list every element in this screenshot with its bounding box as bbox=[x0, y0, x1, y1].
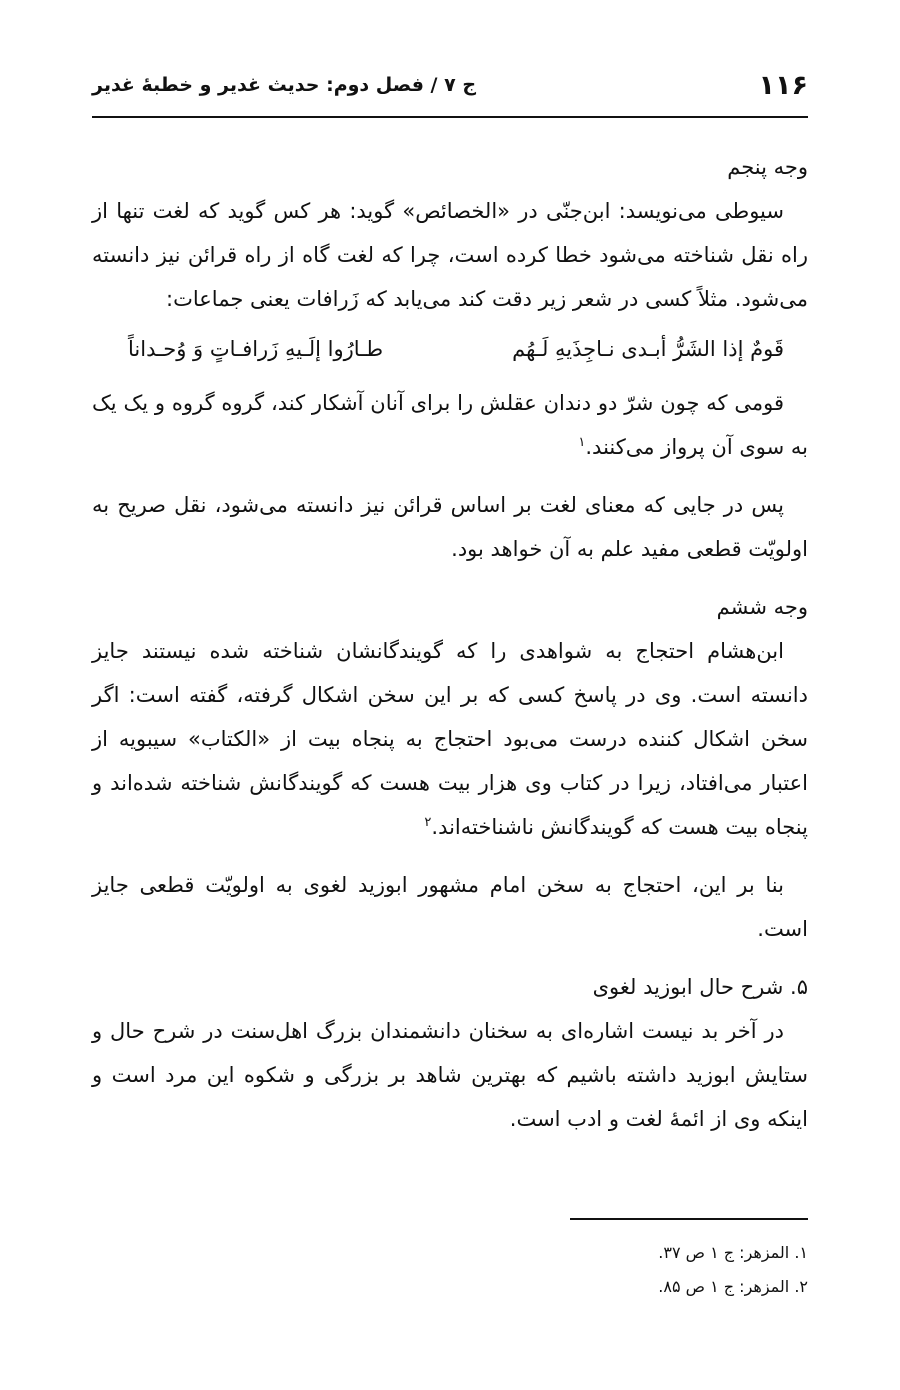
page-header bbox=[92, 70, 808, 114]
paragraph-translation bbox=[92, 381, 808, 469]
paragraph: سیوطی می‌نویسد: ابن‌جنّی در «الخصائص» گوید: هر کس گوید که لغت تنها از راه نقل شناخته می‌شود خطا کرده است، چرا که لغت گاه از راه قرائن نیز دانسته می‌شود. مثلاً کسی در شعر زیر دقت کند می‌یابد که زَرافات یعنی جماعات: bbox=[92, 199, 808, 311]
footnote-ref-1: ۱ bbox=[578, 435, 586, 450]
footnote-2: ۲. المزهر: ج ۱ ص ۸۵. bbox=[658, 1277, 808, 1296]
footnote-divider bbox=[570, 1218, 808, 1220]
poem-verse bbox=[92, 327, 808, 371]
header-divider bbox=[92, 116, 808, 118]
footnote-ref-2: ۲ bbox=[424, 815, 432, 830]
section-heading-abuzayd: ۵. شرح حال ابوزید لغوی bbox=[592, 975, 808, 999]
verse-first-hemistich: قَومٌ إذا الشَرُّ أبـدی نـاجِذَیهِ لَـهُم bbox=[512, 337, 784, 361]
section-heading-fifth: وجه پنجم bbox=[727, 155, 808, 179]
paragraph: پس در جایی که معنای لغت بر اساس قرائن نیز دانسته می‌شود، نقل صریح به اولویّت قطعی مفید علم به آن خواهد بود. bbox=[92, 493, 808, 561]
paragraph-text: ابن‌هشام احتجاج به شواهدی را که گویندگانشان شناخته شده نیستند جایز دانسته است. وی در پاسخ کسی که بر این سخن اشکال گرفته، گفته است: اگر سخن اشکال کننده درست می‌بود احتجاج به پنجاه بیت از «الکتاب» سیبویه از اعتبار می‌افتاد، زیرا در کتاب وی هزار بیت هست که گویندگانش شناخته شده‌اند و پنجاه بیت هست که گویندگانش ناشناخته‌اند. bbox=[92, 639, 808, 839]
page-body bbox=[92, 145, 808, 1141]
paragraph bbox=[92, 629, 808, 849]
footnotes bbox=[92, 1236, 808, 1304]
verse-second-hemistich: طـارُوا إلَـیهِ زَرافـاتٍ وَ وُحـداناً bbox=[128, 337, 384, 361]
running-title: ج ۷ / فصل دوم: حدیث غدیر و خطبهٔ غدیر bbox=[92, 74, 477, 96]
page-number: ۱۱۶ bbox=[758, 70, 808, 101]
translation-text: قومی که چون شرّ دو دندان عقلش را برای آنان آشکار کند، گروه گروه و یک یک به سوی آن پرواز می‌کنند. bbox=[92, 391, 808, 459]
paragraph: در آخر بد نیست اشاره‌ای به سخنان دانشمندان بزرگ اهل‌سنت در شرح حال و ستایش ابوزید داشته باشیم که بهترین شاهد بر بزرگی و شکوه این مرد است و اینکه وی از ائمهٔ لغت و ادب است. bbox=[92, 1019, 808, 1131]
paragraph: بنا بر این، احتجاج به سخن امام مشهور ابوزید لغوی به اولویّت قطعی جایز است. bbox=[92, 873, 808, 941]
section-heading-sixth: وجه ششم bbox=[716, 595, 808, 619]
footnote-1: ۱. المزهر: ج ۱ ص ۳۷. bbox=[658, 1243, 808, 1262]
